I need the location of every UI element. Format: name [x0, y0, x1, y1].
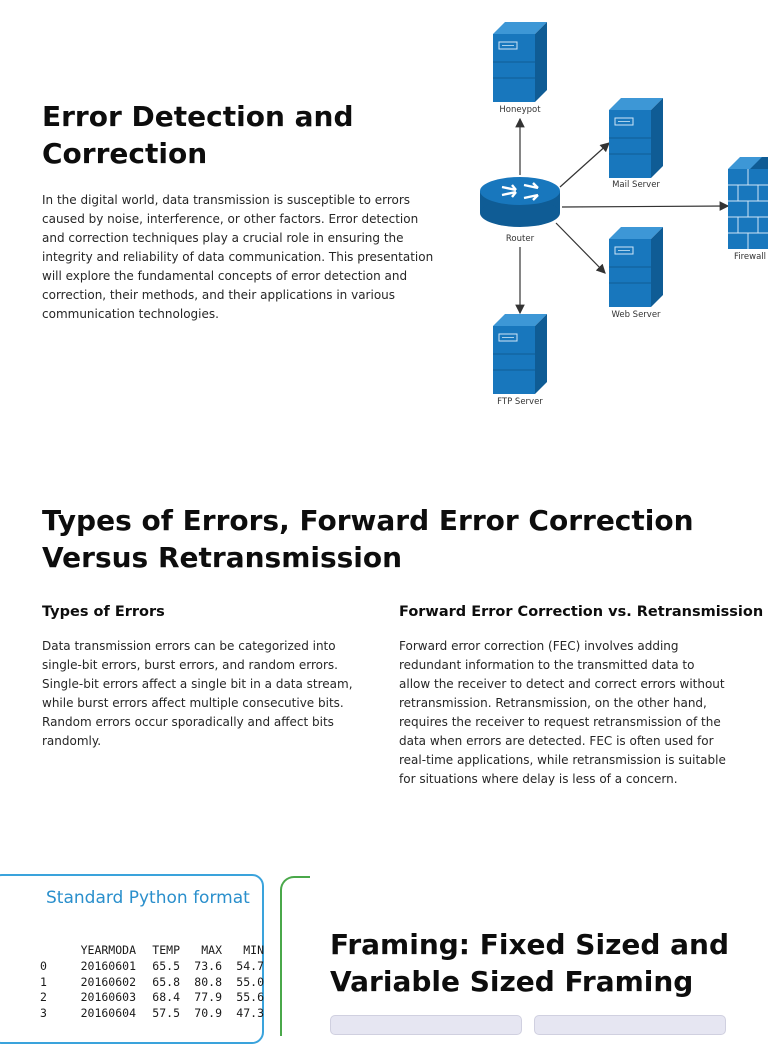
- table-cell: 57.5: [152, 1006, 180, 1021]
- table-cell: 20160604: [80, 1006, 136, 1021]
- subheading-fec-vs-retransmission: Forward Error Correction vs. Retransmission: [399, 604, 764, 620]
- web-server-icon: [609, 227, 663, 307]
- ftp-server-icon: [493, 314, 547, 394]
- table-row: [40, 959, 264, 975]
- content-card: [534, 1015, 726, 1035]
- table-cell: 0: [40, 958, 47, 973]
- table-cell: 80.8: [194, 974, 222, 989]
- label-ftp-server: FTP Server: [497, 397, 543, 407]
- table-header-cell: [40, 943, 54, 959]
- image-frame-edge: [280, 876, 310, 1036]
- label-mail-server: Mail Server: [612, 180, 660, 190]
- table-cell: 2: [40, 990, 47, 1005]
- subheading-types-of-errors: Types of Errors: [42, 604, 165, 620]
- table-header-cell: YEARMODA: [80, 943, 136, 957]
- table-header-cell: TEMP: [152, 943, 180, 957]
- table-cell: 68.4: [152, 990, 180, 1005]
- table-row: [40, 990, 264, 1006]
- table-header-cell: MIN: [243, 943, 264, 957]
- python-card-title: Standard Python format: [46, 888, 250, 908]
- fec-paragraph: Forward error correction (FEC) involves adding redundant information to the transmitted data to allow the receiver to detect and correct errors without retransmission. Retransmission, on the other hand, requires the receiver to request retransmission of the data when errors are detected. FEC is often used for real-time applications, while retransmission is suitable for situations where delay is less of a concern.: [399, 639, 726, 786]
- table-header-cell: MAX: [201, 943, 222, 957]
- mail-server-icon: [609, 98, 663, 178]
- honeypot-server-icon: [493, 22, 547, 102]
- label-router: Router: [505, 234, 535, 244]
- table-cell: 20160602: [80, 974, 136, 989]
- table-cell: 73.6: [194, 958, 222, 973]
- table-cell: 65.8: [152, 974, 180, 989]
- firewall-icon: [728, 157, 768, 249]
- table-cell: 3: [40, 1006, 47, 1021]
- table-cell: 47.3: [236, 1006, 264, 1021]
- label-web-server: Web Server: [611, 310, 661, 320]
- table-cell: 20160603: [80, 990, 136, 1005]
- python-data-table: [40, 943, 264, 1022]
- table-cell: 20160601: [80, 958, 136, 973]
- types-of-errors-paragraph: Data transmission errors can be categorized into single-bit errors, burst errors, and random errors. Single-bit errors affect a single bit in a data stream, while burst errors affect multiple consecutive bits. Random errors occur sporadically and affect bits randomly.: [42, 639, 353, 748]
- section-title-types-of-errors: Types of Errors, Forward Error Correction Versus Retransmission: [42, 504, 694, 574]
- table-row: [40, 1006, 264, 1022]
- network-diagram: [470, 15, 768, 415]
- table-row: [40, 975, 264, 991]
- router-icon: [480, 177, 560, 227]
- section-title-framing: Framing: Fixed Sized and Variable Sized Framing: [330, 928, 730, 998]
- table-cell: 54.7: [236, 958, 264, 973]
- label-honeypot: Honeypot: [499, 105, 541, 115]
- table-cell: 55.6: [236, 990, 264, 1005]
- content-card: [330, 1015, 522, 1035]
- section-title-error-detection: Error Detection and Correction: [42, 100, 354, 170]
- table-cell: 77.9: [194, 990, 222, 1005]
- table-header-row: [40, 943, 264, 959]
- table-cell: 65.5: [152, 958, 180, 973]
- table-cell: 1: [40, 974, 47, 989]
- table-cell: 55.0: [236, 974, 264, 989]
- table-cell: 70.9: [194, 1006, 222, 1021]
- intro-paragraph: In the digital world, data transmission is susceptible to errors caused by noise, interference, or other factors. Error detection and correction techniques play a crucial role in ensuring the integrity and reliability of data communication. This presentation will explore the fundamental concepts of error detection and correction, their methods, and their applications in various communication technologies.: [42, 193, 434, 321]
- label-firewall: Firewall: [733, 252, 767, 262]
